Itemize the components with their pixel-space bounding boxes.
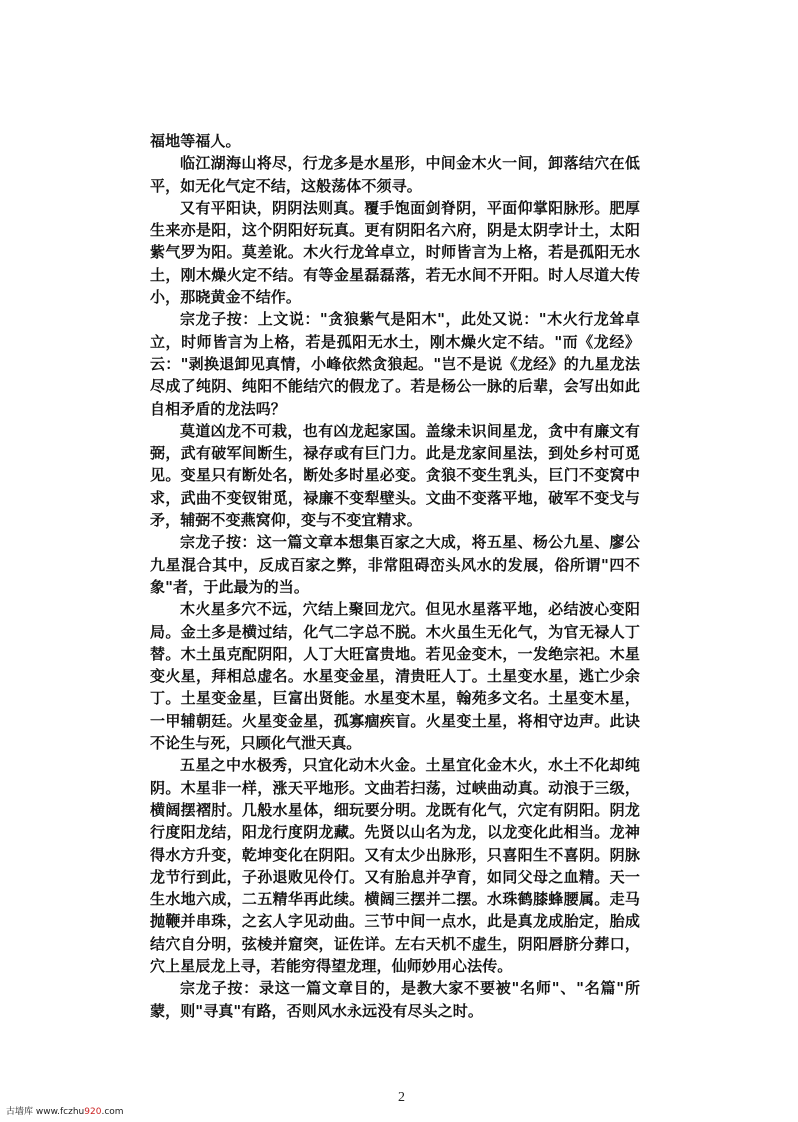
paragraph: 临江湖海山将尽，行龙多是水星形，中间金木火一间，卸落结穴在低平，如无化气定不结，这般荡体不须寻。 [150,154,640,195]
paragraph: 宗龙子按：录这一篇文章目的，是教大家不要被"名师"、"名篇"所蒙，则"寻真"有路，否则风水永远没有尽头之时。 [150,979,640,1020]
page-number: 2 [398,1090,405,1105]
site-url-main: www.fczhu [35,1107,85,1117]
paragraph: 又有平阳诀，阴阴法则真。覆手饱面剑脊阴，平面仰掌阳脉形。肥厚生来亦是阳，这个阴阳好玩真。更有阴阳名六府，阴是太阴孛计土，太阳紫气罗为阳。莫差讹。木火行龙耸卓立，时师皆言为上格，若是孤阳无水土，刚木燥火定不结。有等金星磊磊落，若无水间不开阳。时人尽道大传小，那晓黄金不结作。 [150,198,640,307]
site-url-tail: .com [101,1107,124,1117]
paragraph: 五星之中水极秀，只宜化动木火金。土星宜化金木火，水土不化却纯阴。木星非一样，涨天平地形。文曲若扫荡，过峡曲动真。动浪于三级，横阔摆褶肘。几般水星体，细玩要分明。龙既有化气，穴定有阴阳。阴龙行度阳龙结，阳龙行度阴龙藏。先贤以山名为龙，以龙变化此相当。龙神得水方升变，乾坤变化在阴阳。又有太少出脉形，只喜阳生不喜阴。阴脉龙节行到此，子孙退败见伶仃。又有胎息并孕育，如同父母之血精。天一生水地六成，二五精华再此续。横阔三摆并二摆。水珠鹤膝蜂腰属。走马抛鞭并串珠，之玄人字见动曲。三节中间一点水，此是真龙成胎定，胎成结穴自分明，弦棱并窟突，证佐详。左右天机不虚生，阴阳唇脐分葬口，穴上星辰龙上寻，若能穷得望龙理，仙师妙用心法传。 [150,756,640,975]
site-name: 古墙库 [6,1107,34,1117]
paragraph: 福地等福人。 [150,132,241,150]
site-url-accent: 920 [84,1107,102,1117]
footer-watermark[interactable] [6,1104,124,1117]
paragraph: 莫道凶龙不可栽，也有凶龙起家国。盖缘未识间星龙，贪中有廉文有弼，武有破军间断生，禄存或有巨门力。此是龙家间星法，到处乡村可觅见。变星只有断处名，断处多时星必变。贪狼不变生乳头，巨门不变窝中求，武曲不变钗钳觅，禄廉不变犁壁头。文曲不变落平地，破军不变戈与矛，辅弼不变燕窝仰，变与不变宜精求。 [150,421,640,530]
paragraph: 木火星多穴不远，穴结上聚回龙穴。但见水星落平地，必结波心变阳局。金土多是横过结，化气二字总不脱。木火虽生无化气，为官无禄人丁替。木土虽克配阴阳，人丁大旺富贵地。若见金变木，一发绝宗祀。木星变火星，拜相总虚名。水星变金星，清贵旺人丁。土星变水星，逃亡少余丁。土星变金星，巨富出贤能。水星变木星，翰苑多文名。土星变木星，一甲辅朝廷。火星变金星，孤寡痼疾盲。火星变土星，将相守边声。此诀不论生与死，只顾化气泄天真。 [150,600,640,753]
paragraph: 宗龙子按：这一篇文章本想集百家之大成，将五星、杨公九星、廖公九星混合其中，反成百家之弊，非常阻碍峦头风水的发展，俗所谓"四不象"者，于此最为的当。 [150,533,640,596]
paragraph: 宗龙子按：上文说："贪狼紫气是阳木"，此处又说："木火行龙耸卓立，时师皆言为上格，若是孤阳无水土，刚木燥火定不结。"而《龙经》云："剥换退卸见真情，小峰依然贪狼起。"岂不是说《龙经》的九星龙法尽成了纯阴、纯阳不能结穴的假龙了。若是杨公一脉的后辈，会写出如此自相矛盾的龙法吗？ [150,310,640,418]
body-text [150,130,640,1022]
